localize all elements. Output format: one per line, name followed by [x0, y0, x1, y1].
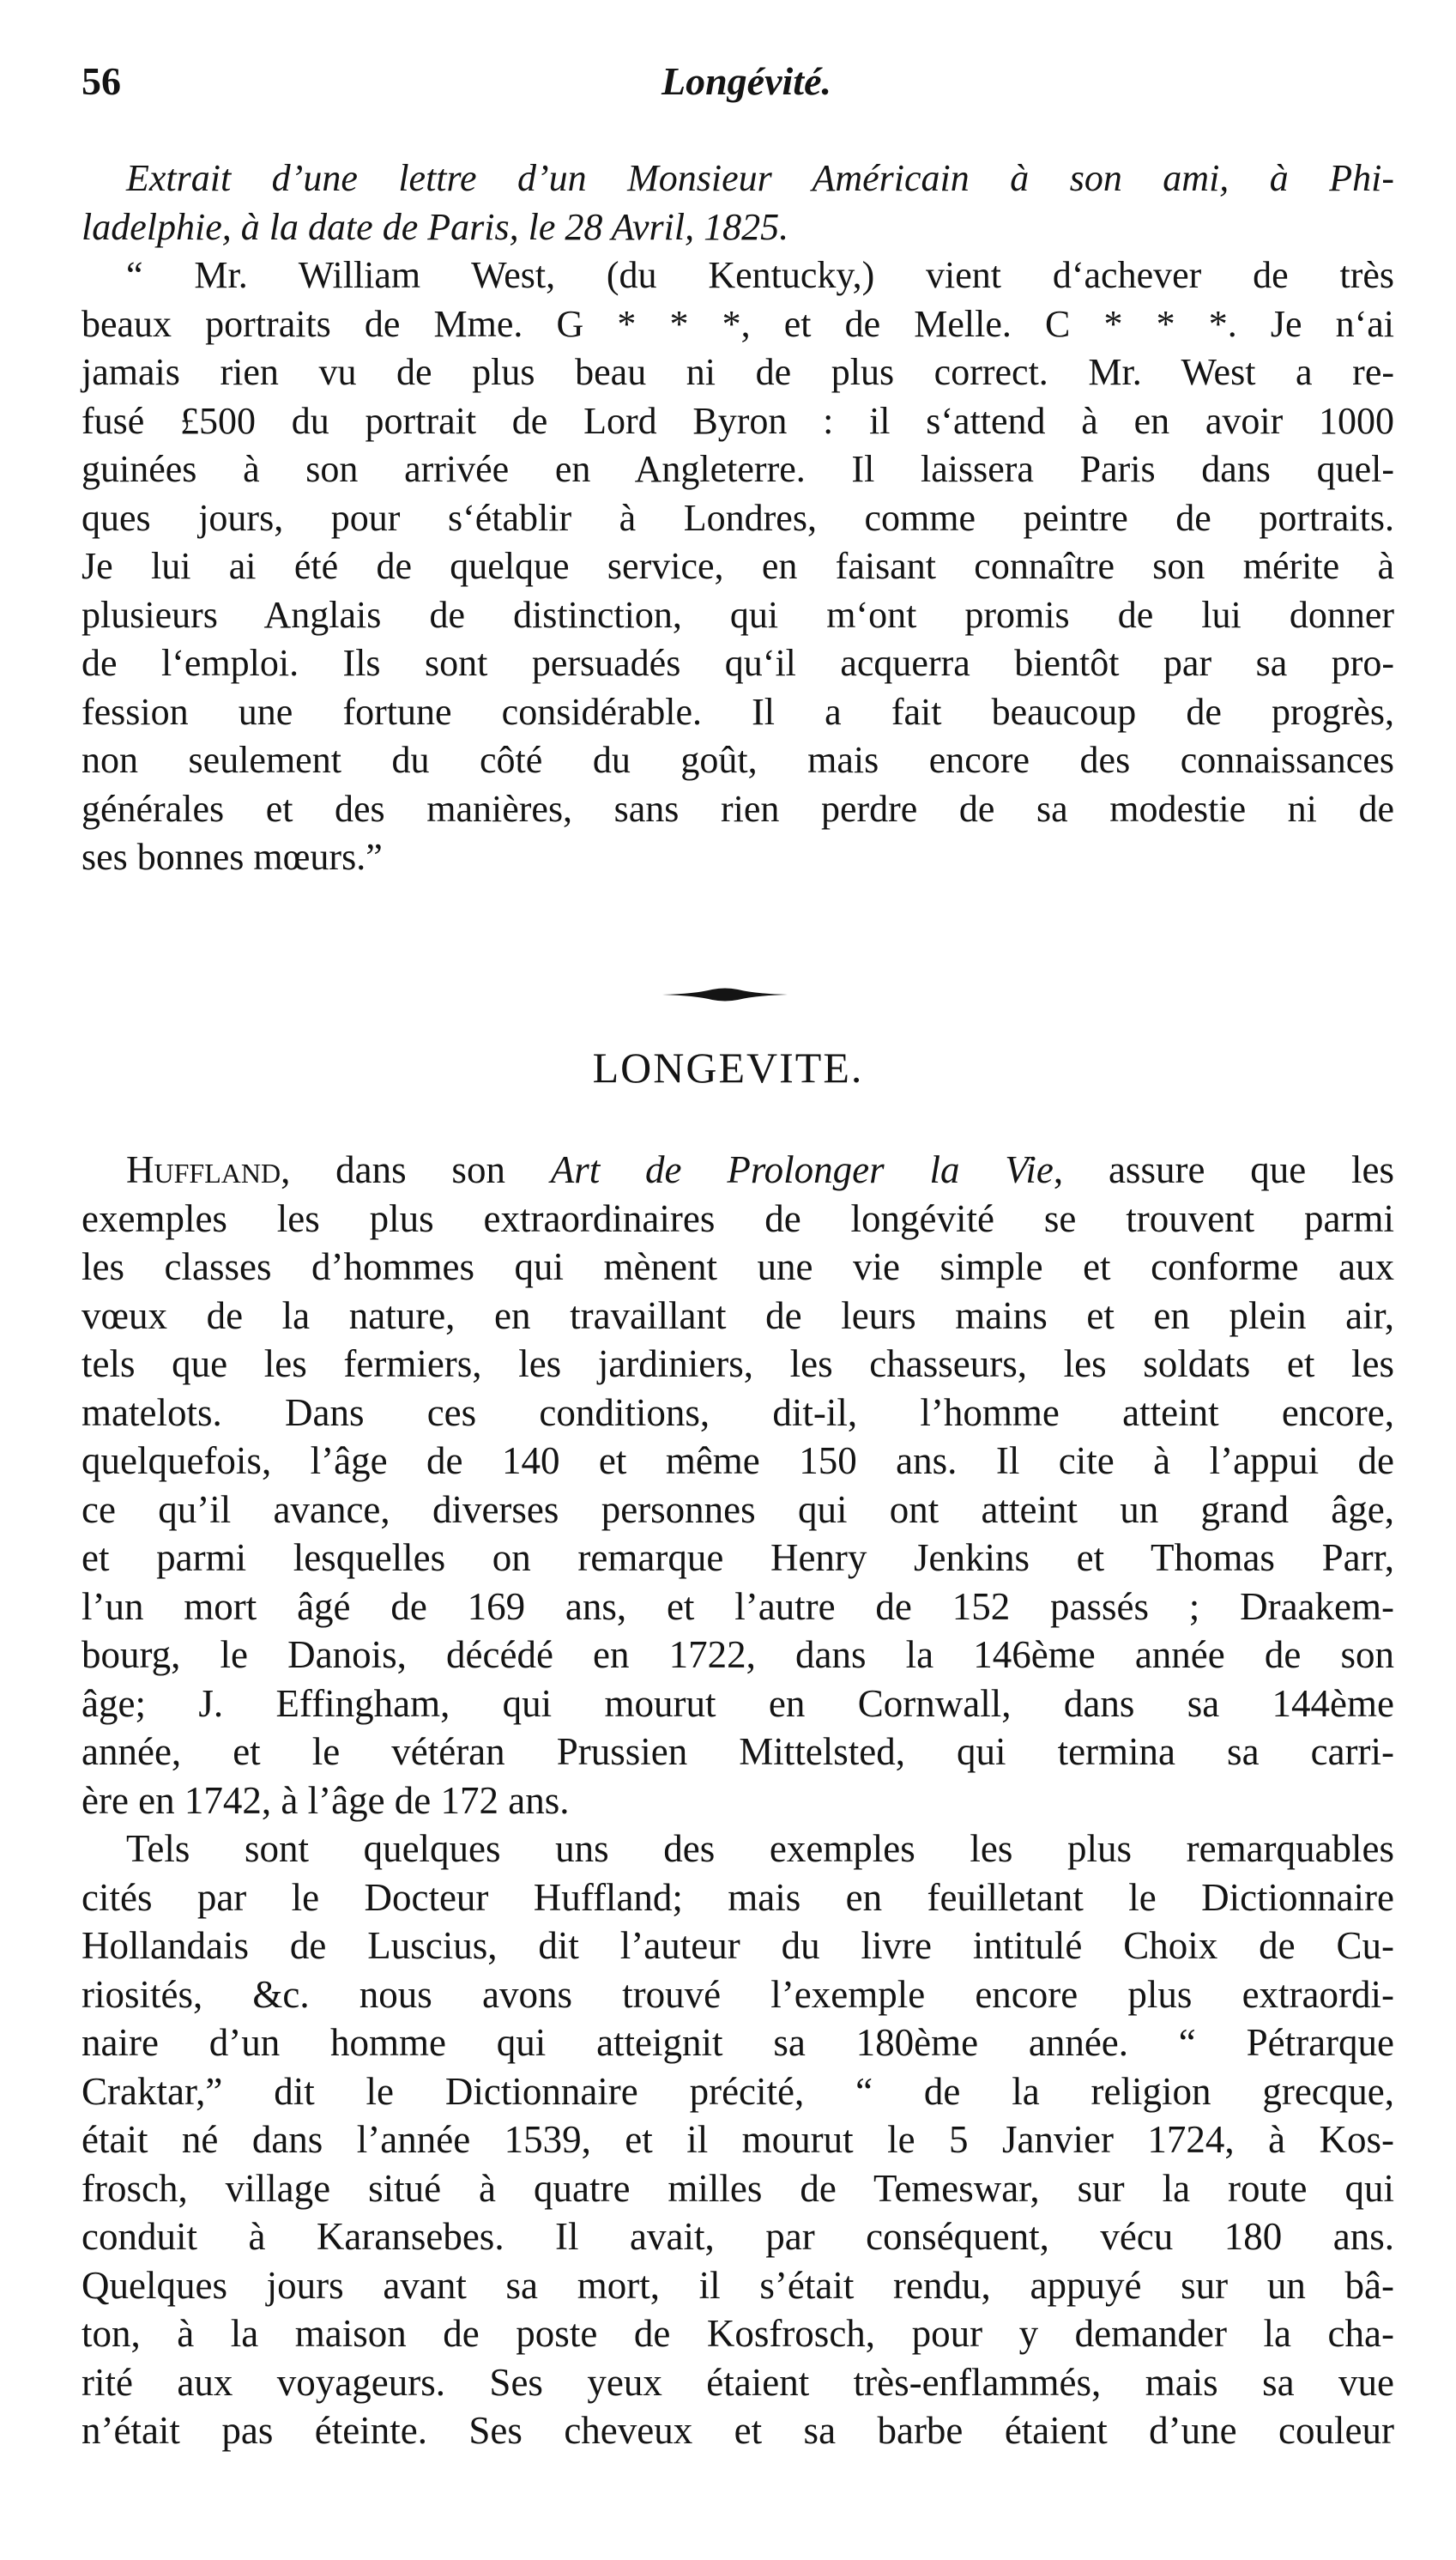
body-line: âge; J. Effingham, qui mourut en Cornwall, dans sa 144ème: [82, 1681, 1394, 1725]
body-line: ère en 1742, à l’âge de 172 ans.: [82, 1778, 570, 1822]
body-line: matelots. Dans ces conditions, dit-il, l’homme atteint encore,: [82, 1390, 1394, 1434]
body-line: l’un mort âgé de 169 ans, et l’autre de 152 passés ; Draakem-: [82, 1584, 1394, 1628]
extract-line: guinées à son arrivée en Angleterre. Il laissera Paris dans quel-: [82, 448, 1394, 490]
body-line: frosch, village situé à quatre milles de Temeswar, sur la route qui: [82, 2166, 1394, 2210]
body-line: les classes d’hommes qui mènent une vie simple et conforme aux: [82, 1245, 1394, 1288]
extract-line: beaux portraits de Mme. G * * *, et de Melle. C * * *. Je n‘ai: [82, 302, 1394, 345]
ornamental-rule: [661, 986, 789, 1003]
extract-line: générales et des manières, sans rien perdre de sa modestie ni de: [82, 787, 1394, 830]
body-line: était né dans l’année 1539, et il mourut le 5 Janvier 1724, à Kos-: [82, 2118, 1394, 2161]
page-number: 56: [82, 59, 121, 103]
body-line: Quelques jours avant sa mort, il s’était rendu, appuyé sur un bâ-: [82, 2263, 1394, 2307]
extract-heading-line: Extrait d’une lettre d’un Monsieur Américain à son ami, à Phi-: [126, 157, 1394, 199]
page-header: [82, 58, 1411, 127]
extract-line: “ Mr. William West, (du Kentucky,) vient d‘achever de très: [126, 254, 1394, 296]
extract-line: fession une fortune considérable. Il a fait beaucoup de progrès,: [82, 690, 1394, 733]
body-line: vœux de la nature, en travaillant de leurs mains et en plein air,: [82, 1293, 1394, 1337]
body-line: ton, à la maison de poste de Kosfrosch, pour y demander la cha-: [82, 2312, 1394, 2355]
extract-line: Je lui ai été de quelque service, en faisant connaître son mérite à: [82, 545, 1394, 587]
extract-heading-line: ladelphie, à la date de Paris, le 28 Avril, 1825.: [82, 205, 789, 248]
body-line: rité aux voyageurs. Ses yeux étaient très-enflammés, mais sa vue: [82, 2360, 1394, 2404]
extract-line: ques jours, pour s‘établir à Londres, comme peintre de portraits.: [82, 496, 1394, 539]
body-line: bourg, le Danois, décédé en 1722, dans la 146ème année de son: [82, 1633, 1394, 1676]
letter-extract: [82, 154, 1394, 882]
extract-line: ses bonnes mœurs.”: [82, 836, 383, 878]
body-line: riosités, &c. nous avons trouvé l’exemple encore plus extraordi-: [82, 1972, 1394, 2016]
body-line: Craktar,” dit le Dictionnaire précité, “ de la religion grecque,: [82, 2069, 1394, 2113]
body-line: exemples les plus extraordinaires de longévité se trouvent parmi: [82, 1196, 1394, 1240]
extract-line: jamais rien vu de plus beau ni de plus correct. Mr. West a re-: [82, 351, 1394, 393]
extract-line: de l‘emploi. Ils sont persuadés qu‘il acquerra bientôt par sa pro-: [82, 642, 1394, 684]
body-line: Huffland, dans son Art de Prolonger la Vie, assure que les: [126, 1148, 1394, 1191]
body-line: et parmi lesquelles on remarque Henry Jenkins et Thomas Parr,: [82, 1536, 1394, 1579]
section-title: LONGEVITE.: [592, 1044, 864, 1092]
extract-line: non seulement du côté du goût, mais encore des connaissances: [82, 739, 1394, 781]
extract-line: plusieurs Anglais de distinction, qui m‘ont promis de lui donner: [82, 593, 1394, 636]
article-body: [82, 1146, 1394, 2455]
body-line: tels que les fermiers, les jardiniers, les chasseurs, les soldats et les: [82, 1342, 1394, 1385]
body-line: naire d’un homme qui atteignit sa 180ème année. “ Pétrarque: [82, 2021, 1394, 2064]
body-line: ce qu’il avance, diverses personnes qui ont atteint un grand âge,: [82, 1487, 1394, 1531]
body-line: conduit à Karansebes. Il avait, par conséquent, vécu 180 ans.: [82, 2215, 1394, 2258]
body-line: cités par le Docteur Huffland; mais en feuilletant le Dictionnaire: [82, 1875, 1394, 1919]
body-line: n’était pas éteinte. Ses cheveux et sa barbe étaient d’une couleur: [82, 2409, 1394, 2452]
body-line: Tels sont quelques uns des exemples les plus remarquables: [126, 1827, 1394, 1870]
running-head: Longévité.: [662, 59, 831, 103]
body-line: Hollandais de Luscius, dit l’auteur du livre intitulé Choix de Cu-: [82, 1924, 1394, 1967]
body-line: quelquefois, l’âge de 140 et même 150 ans. Il cite à l’appui de: [82, 1439, 1394, 1482]
body-line: année, et le vétéran Prussien Mittelsted, qui termina sa carri-: [82, 1730, 1394, 1773]
extract-line: fusé £500 du portrait de Lord Byron : il s‘attend à en avoir 1000: [82, 399, 1394, 442]
